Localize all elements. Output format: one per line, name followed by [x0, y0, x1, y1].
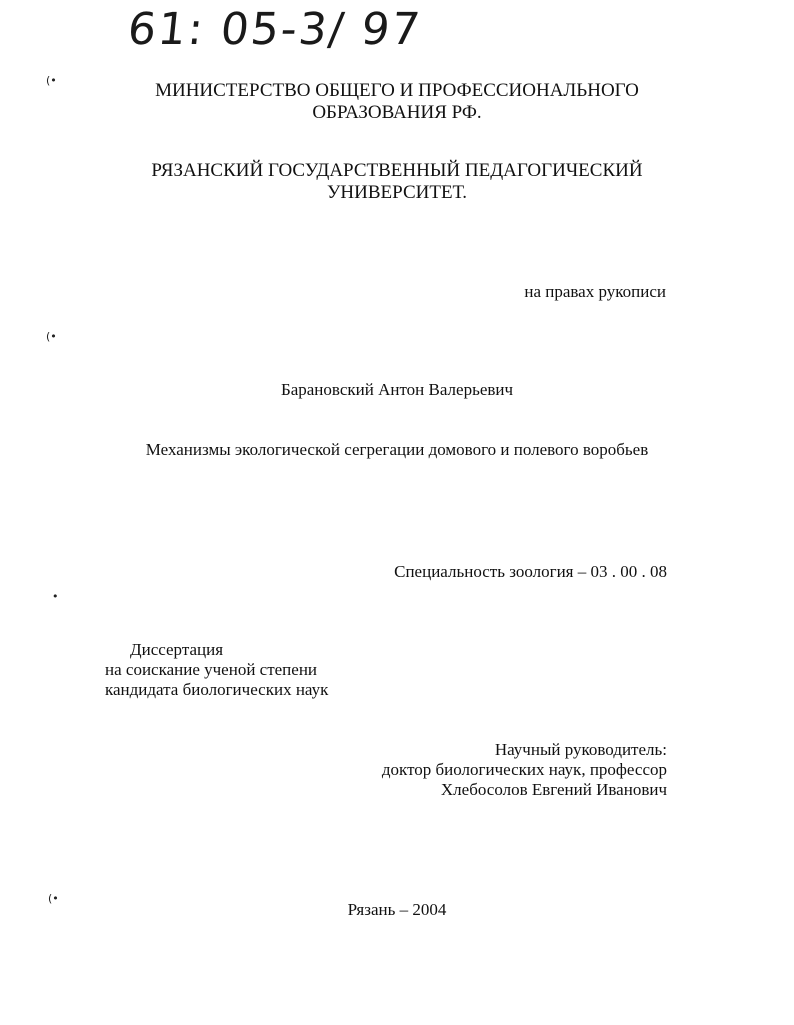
university-line-2: УНИВЕРСИТЕТ. [326, 182, 468, 203]
scan-artifact-mark: (• [46, 330, 57, 343]
supervisor-degree: доктор биологических наук, профессор [381, 760, 667, 779]
supervisor-name: Хлебосолов Евгений Иванович [440, 780, 667, 799]
degree-line-1: Диссертация [130, 640, 224, 659]
degree-statement [105, 640, 328, 700]
ministry-line-2: ОБРАЗОВАНИЯ РФ. [312, 102, 482, 123]
university-heading [0, 160, 794, 204]
ministry-line-1: МИНИСТЕРСТВО ОБЩЕГО И ПРОФЕССИОНАЛЬНОГО [155, 80, 639, 101]
manuscript-note: на правах рукописи [524, 282, 666, 301]
scan-artifact-mark: (• [46, 74, 57, 87]
university-line-1: РЯЗАНСКИЙ ГОСУДАРСТВЕННЫЙ ПЕДАГОГИЧЕСКИЙ [151, 160, 643, 181]
archive-handwritten-mark: 61: 05-3/ 97 [125, 4, 425, 55]
ministry-heading [0, 80, 794, 124]
city-year: Рязань – 2004 [347, 900, 447, 919]
supervisor-label: Научный руководитель: [494, 740, 667, 759]
dissertation-title: Механизмы экологической сегрегации домового и полевого воробьев [145, 440, 649, 459]
supervisor-block [382, 740, 667, 800]
scan-artifact-mark: (• [48, 892, 59, 905]
scan-artifact-mark: • [52, 590, 59, 603]
specialty-line: Специальность зоология – 03 . 00 . 08 [394, 562, 667, 581]
author-name: Барановский Антон Валерьевич [280, 380, 514, 399]
degree-line-2: на соискание ученой степени [105, 660, 318, 679]
degree-line-3: кандидата биологических наук [105, 680, 329, 699]
